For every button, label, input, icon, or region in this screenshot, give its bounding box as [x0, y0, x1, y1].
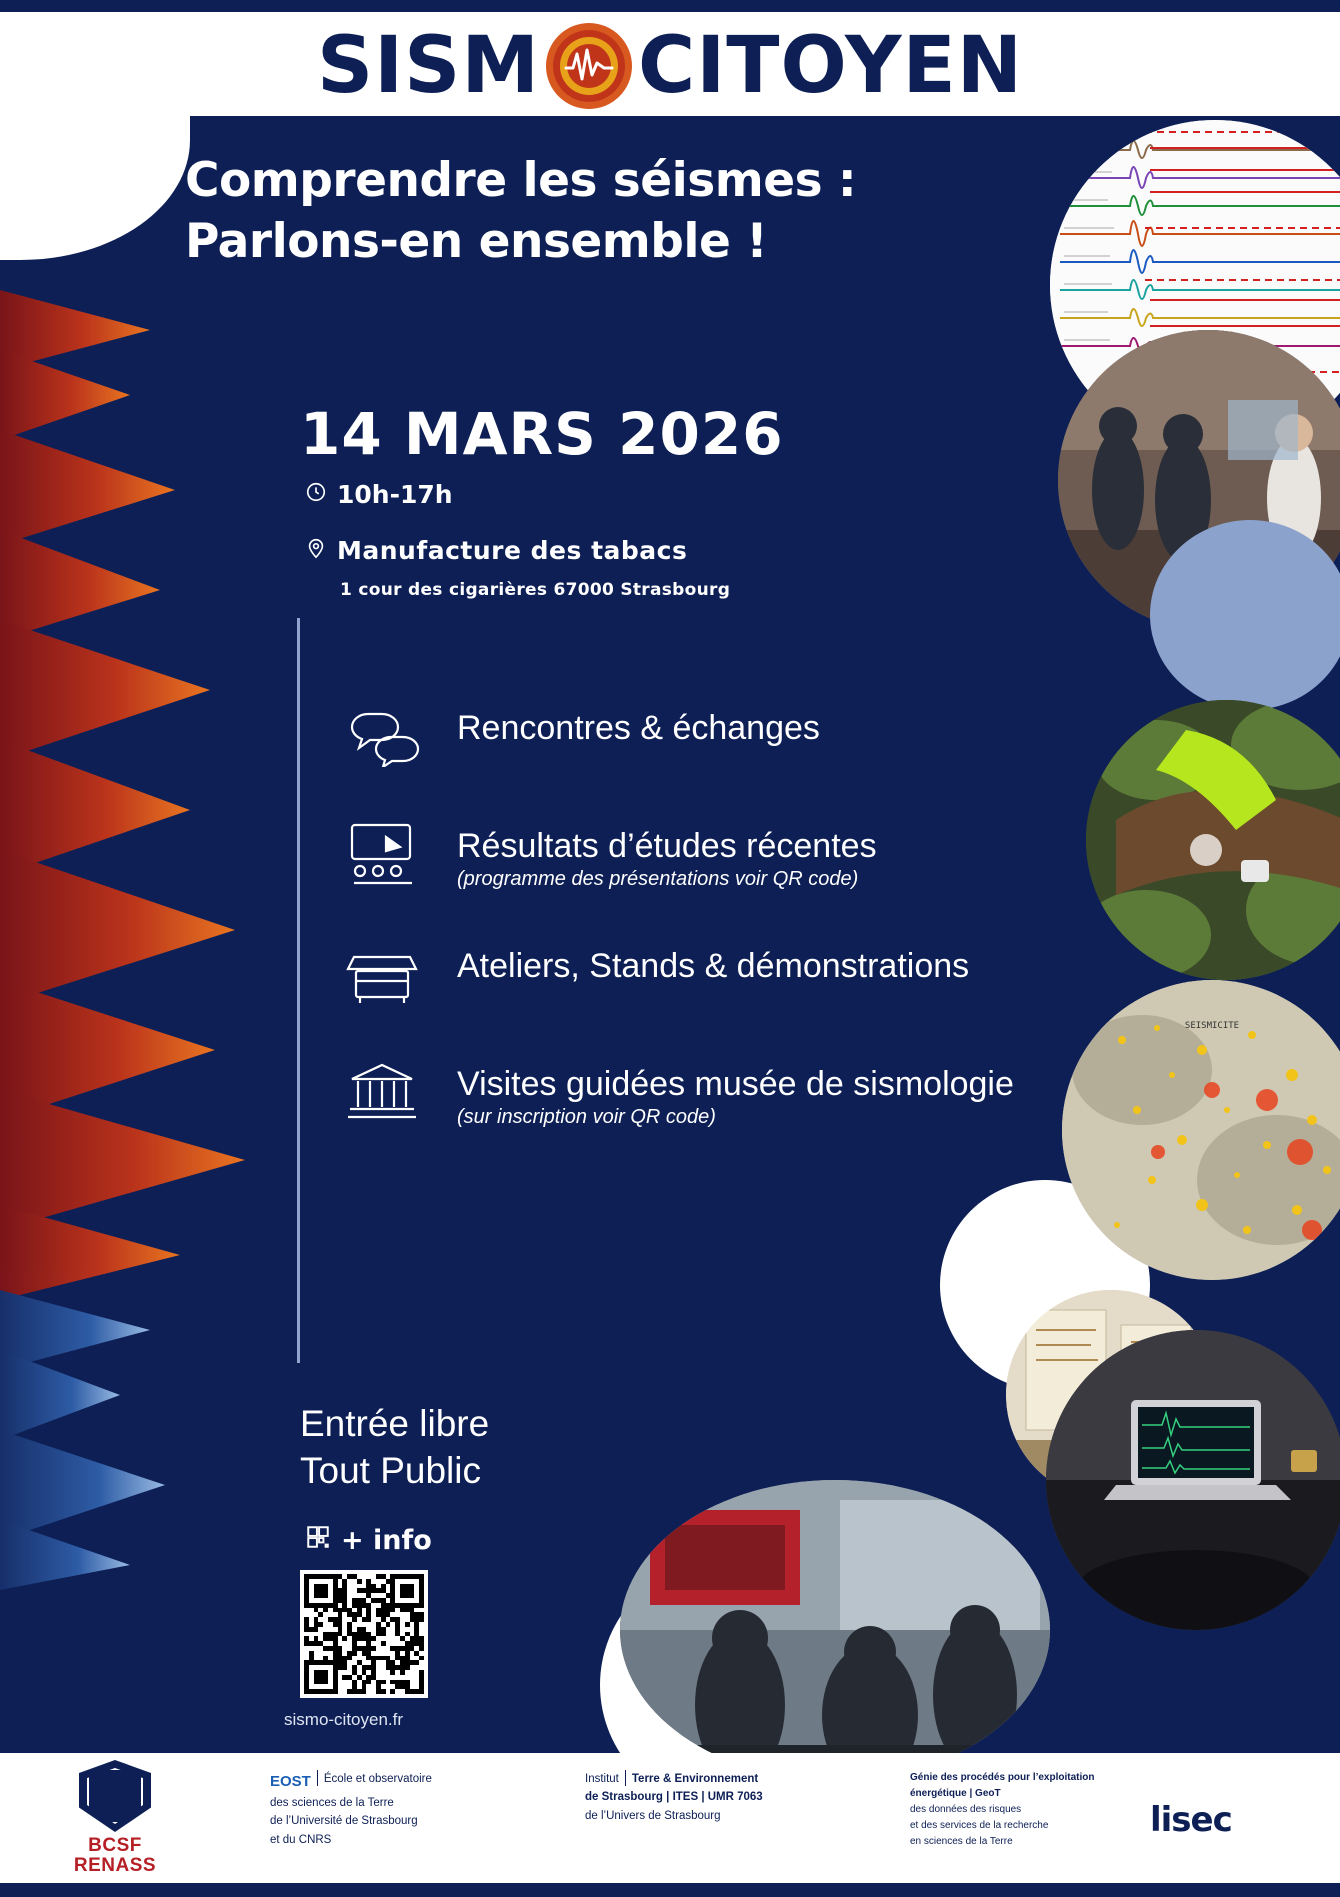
headline: [185, 150, 945, 272]
logo-ites: [585, 1770, 855, 1825]
access-line-2: Tout Public: [300, 1450, 481, 1492]
feature-text-block: [457, 1056, 1014, 1130]
qr-code[interactable]: [300, 1570, 428, 1698]
bcsf-line-2: RENASS: [73, 1854, 157, 1876]
title-right: CITOYEN: [637, 21, 1024, 111]
conference-room-photo: [620, 1480, 1050, 1780]
logo-cnrs-block: [910, 1770, 1110, 1850]
cnrs-line-3: des données des risques: [910, 1804, 1022, 1815]
access-info: [300, 1400, 489, 1495]
footer-bottom-band: [0, 1883, 1340, 1897]
headline-line-1: Comprendre les séismes :: [185, 153, 857, 208]
feature-label: Résultats d’études récentes: [457, 827, 877, 865]
feature-item: [345, 818, 1065, 892]
feature-sublabel: (programme des présentations voir QR code): [457, 868, 859, 891]
feature-text-block: [457, 818, 877, 892]
logo-lisec: [1150, 1800, 1232, 1840]
museum-building-icon: [345, 1056, 423, 1128]
title-left: SISM: [316, 21, 540, 111]
event-venue-row: [305, 536, 687, 565]
poster-title: [0, 14, 1340, 118]
event-venue: Manufacture des tabacs: [337, 536, 688, 565]
event-time: 10h-17h: [337, 480, 453, 509]
presentation-screen-icon: [345, 818, 423, 890]
eost-line-3: de l’Université de Strasbourg: [270, 1815, 418, 1828]
feature-label: Rencontres & échanges: [457, 709, 820, 747]
feature-item: [345, 1056, 1065, 1130]
decor-blob-top-left: [0, 100, 190, 260]
location-pin-icon: [305, 536, 327, 565]
clock-icon: [305, 480, 327, 509]
event-address: 1 cour des cigarières 67000 Strasbourg: [340, 580, 731, 600]
cnrs-line-2: énergétique | GeoT: [910, 1788, 1001, 1799]
ites-line-2: Terre & Environnement: [631, 1773, 759, 1785]
fieldwork-photo: [1086, 700, 1340, 980]
feature-item: [345, 938, 1065, 1010]
ites-line-3: de Strasbourg | ITES | UMR 7063: [585, 1791, 763, 1804]
speech-bubbles-icon: [345, 700, 423, 772]
more-info-label: + info: [341, 1525, 432, 1556]
seismic-wave-artwork: [0, 290, 300, 1590]
feature-label: Visites guidées musée de sismologie: [457, 1064, 1014, 1103]
cnrs-line-5: en sciences de la Terre: [910, 1836, 1013, 1847]
decor-blob-blue: [1150, 520, 1340, 710]
feature-item: [345, 700, 1065, 772]
event-time-row: [305, 480, 453, 509]
eost-line-2: des sciences de la Terre: [270, 1797, 394, 1809]
ites-line-4: de l’Univers de Strasbourg: [585, 1809, 721, 1822]
cnrs-line-4: et des services de la recherche: [910, 1820, 1049, 1831]
feature-list: [345, 700, 1065, 1175]
lisec-name: lisec: [1150, 1800, 1232, 1840]
cnrs-line-1: Génie des procédés pour l’exploitation: [910, 1772, 1095, 1783]
logo-eost: [270, 1770, 500, 1849]
bcsf-line-1: BCSF: [88, 1835, 142, 1856]
eost-line-1: École et observatoire: [323, 1773, 432, 1785]
top-band: [0, 0, 1340, 12]
website-url: sismo-citoyen.fr: [284, 1710, 404, 1729]
market-stand-icon: [345, 938, 423, 1010]
eost-acronym: EOST: [270, 1773, 311, 1790]
bcsf-shield-icon: [79, 1760, 151, 1832]
feature-label: Ateliers, Stands & démonstrations: [457, 946, 970, 985]
laptop-demo-photo: [1046, 1330, 1340, 1630]
more-info-row: [305, 1524, 432, 1557]
qr-code-pattern: [304, 1574, 424, 1694]
ites-line-1: Institut: [585, 1773, 619, 1785]
event-date: 14 MARS 2026: [300, 400, 784, 468]
vertical-divider: [297, 618, 300, 1363]
qr-scan-icon: [305, 1524, 331, 1557]
eost-line-4: et du CNRS: [270, 1833, 332, 1846]
access-line-1: Entrée libre: [300, 1403, 490, 1444]
logo-bcsf-renass: [40, 1760, 190, 1876]
headline-line-2: Parlons-en ensemble !: [185, 214, 768, 270]
seismograph-logo-icon: [546, 23, 632, 109]
svg-text:SEISMICITE: SEISMICITE: [1184, 1021, 1240, 1031]
feature-sublabel: (sur inscription voir QR code): [457, 1105, 716, 1128]
